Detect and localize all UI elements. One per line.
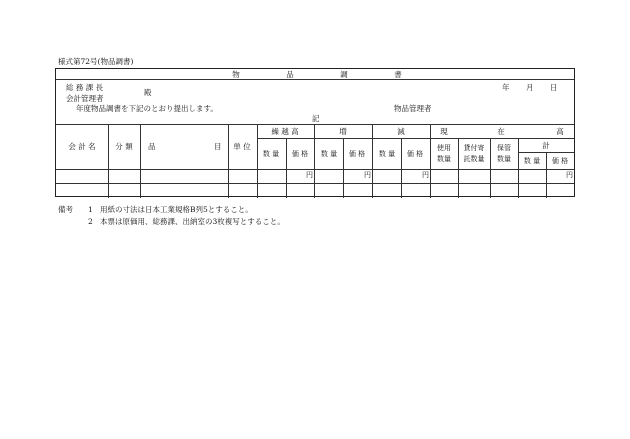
subcol-storage: 保管 xyxy=(497,144,511,152)
col-current-char: 高 xyxy=(556,127,564,136)
col-current-char: 在 xyxy=(497,127,505,136)
addressee-accounting-manager: 会計管理者 xyxy=(66,94,104,103)
yen-marker: 円 xyxy=(364,171,371,179)
title-char: 物 xyxy=(232,70,240,79)
document-form xyxy=(55,68,575,197)
date-day-label: 日 xyxy=(550,83,558,92)
yen-marker: 円 xyxy=(422,171,429,179)
divider xyxy=(108,124,109,198)
notes-heading: 備考 xyxy=(58,205,73,214)
subcol-in-use: 数量 xyxy=(437,155,451,163)
col-current-char: 現 xyxy=(440,127,448,136)
subcol-price: 価 格 xyxy=(406,150,424,158)
col-unit: 単 位 xyxy=(233,142,251,151)
divider xyxy=(56,124,574,125)
divider xyxy=(401,138,402,198)
divider xyxy=(56,79,574,80)
col-accounting-name: 会 計 名 xyxy=(68,142,96,151)
note-text: 本票は原価用、総務課、出納室の3枚複写とすること。 xyxy=(100,217,285,226)
date-month-label: 月 xyxy=(526,83,534,92)
divider xyxy=(56,169,574,170)
divider xyxy=(490,138,491,198)
divider xyxy=(343,138,344,198)
divider xyxy=(458,138,459,198)
subcol-in-use: 使用 xyxy=(437,144,451,152)
ki-label: 記 xyxy=(312,114,320,123)
divider xyxy=(546,152,547,198)
title-char: 品 xyxy=(286,70,294,79)
submission-text: 年度物品調書を下記のとおり提出します。 xyxy=(76,104,218,113)
subcol-quantity: 数 量 xyxy=(523,157,541,165)
manager-label: 物品管理者 xyxy=(394,104,432,113)
col-carried-over: 繰 越 高 xyxy=(271,127,299,136)
divider xyxy=(56,183,574,184)
subcol-quantity: 数 量 xyxy=(262,150,280,158)
col-item-suffix: 目 xyxy=(214,142,222,151)
subcol-price: 価 格 xyxy=(348,150,366,158)
honorific: 殿 xyxy=(144,88,152,97)
title-char: 調 xyxy=(340,70,348,79)
col-increase: 増 xyxy=(339,127,347,136)
divider xyxy=(257,124,258,198)
col-item: 品 xyxy=(148,142,156,151)
subcol-lending: 貸付寄 xyxy=(463,144,485,152)
subcol-lending: 託数量 xyxy=(463,155,485,163)
form-label: 様式第72号(物品調書) xyxy=(58,57,134,66)
subcol-price: 価 格 xyxy=(551,157,569,165)
date-year-label: 年 xyxy=(502,83,510,92)
addressee-general-affairs: 総 務 課 長 xyxy=(66,83,104,92)
divider xyxy=(286,138,287,198)
subcol-storage: 数量 xyxy=(497,155,511,163)
divider xyxy=(140,124,141,198)
divider xyxy=(430,138,574,139)
subcol-price: 価 格 xyxy=(291,150,309,158)
subcol-quantity: 数 量 xyxy=(320,150,338,158)
divider xyxy=(430,124,431,198)
subcol-quantity: 数 量 xyxy=(378,150,396,158)
yen-marker: 円 xyxy=(306,171,313,179)
note-number: 2 xyxy=(88,217,93,226)
note-text: 用紙の寸法は日本工業規格B列5とすること。 xyxy=(100,205,253,214)
divider xyxy=(314,124,315,198)
yen-marker: 円 xyxy=(566,171,573,179)
divider xyxy=(518,138,519,198)
divider xyxy=(372,124,373,198)
col-decrease: 減 xyxy=(397,127,405,136)
note-number: 1 xyxy=(88,205,93,214)
title-char: 書 xyxy=(394,70,402,79)
col-classification: 分 類 xyxy=(115,142,133,151)
divider xyxy=(228,124,229,198)
subcol-total: 計 xyxy=(542,141,550,150)
